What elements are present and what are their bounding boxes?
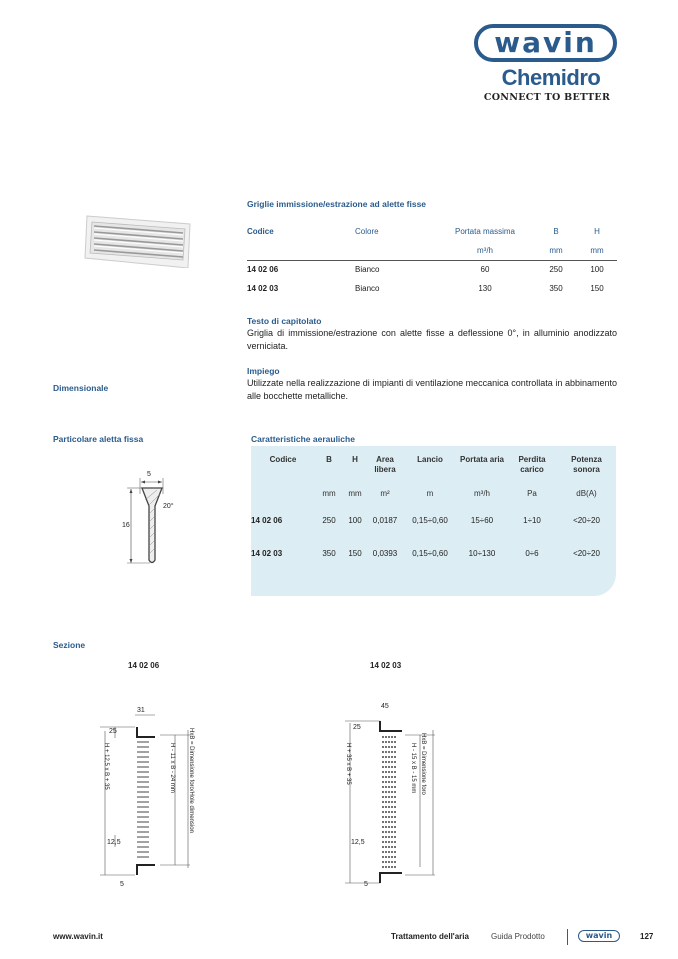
- header-colore: Colore: [355, 227, 379, 236]
- footer-section: Trattamento dell'aria: [391, 932, 469, 941]
- unit-h: mm: [577, 241, 617, 260]
- aer-cell: 0,0393: [372, 549, 398, 558]
- product-table-units: [247, 241, 617, 260]
- section-2-top: 25: [353, 724, 361, 731]
- section-2-outer: H + 35 x B + 35: [345, 743, 351, 785]
- footer-wavin-logo: wavin: [578, 930, 620, 942]
- aer-cell: 0,15÷0,60: [412, 549, 448, 558]
- cell-portata: 130: [478, 284, 492, 293]
- cell-b: 350: [549, 284, 563, 293]
- section-1-note: HxB = Dimensione foro/Hole dimension: [188, 728, 194, 833]
- footer-guide: Guida Prodotto: [491, 932, 545, 941]
- aer-unit: dB(A): [576, 488, 597, 498]
- capitolato-text: Griglia di immissione/estrazione con alette fisse a deflessione 0°, in alluminio anodizzato verniciata.: [247, 328, 617, 351]
- product-table-header: [247, 222, 617, 241]
- aerauliche-table: [251, 446, 616, 570]
- section-2-depth: 45: [381, 703, 389, 710]
- table-row: [251, 504, 616, 537]
- aer-cell-code: 14 02 03: [251, 549, 283, 558]
- aer-cell: 0,0187: [372, 516, 398, 525]
- dimensionale-label: Dimensionale: [53, 383, 109, 393]
- aletta-drawing: [115, 470, 195, 570]
- section-2-code: 14 02 03: [370, 661, 402, 670]
- aer-cell: 1÷10: [523, 516, 541, 525]
- aletta-height: 16: [122, 522, 130, 529]
- header-b: B: [553, 227, 559, 236]
- header-portata: Portata massima: [454, 227, 516, 236]
- section-1-pitch: 12,5: [107, 839, 121, 846]
- aer-header-codice: Codice: [269, 455, 297, 464]
- section-1-depth: 31: [137, 707, 145, 714]
- impiego-title: Impiego: [247, 366, 280, 376]
- table-row: [247, 260, 617, 279]
- aer-unit: mm: [322, 488, 336, 498]
- aletta-angle: 20°: [163, 503, 174, 510]
- section-1-bottom: 5: [120, 881, 124, 888]
- cell-portata: 60: [480, 265, 490, 275]
- aer-cell: <20÷20: [573, 516, 600, 525]
- aer-unit: Pa: [527, 488, 537, 498]
- grille-product-image: [82, 210, 192, 268]
- section-1-code: 14 02 06: [128, 661, 160, 670]
- aer-header-area: Area libera: [374, 455, 396, 474]
- product-table: [247, 222, 617, 298]
- aer-unit: m³/h: [474, 488, 490, 498]
- aer-cell: 0÷6: [525, 549, 539, 558]
- aer-cell: 150: [348, 549, 362, 558]
- impiego-text: Utilizzate nella realizzazione di impianti di ventilazione meccanica controllata in abbinamento alle bocchette metalliche.: [247, 378, 617, 401]
- cell-color: Bianco: [355, 284, 380, 293]
- aer-header-potenza: Potenza sonora: [571, 455, 602, 474]
- footer-website[interactable]: www.wavin.it: [53, 932, 103, 941]
- aer-unit: m²: [380, 488, 390, 498]
- aer-header-h: H: [352, 455, 358, 464]
- aer-unit: m: [426, 488, 434, 498]
- particolare-label: Particolare aletta fissa: [53, 434, 144, 444]
- cell-h: 100: [590, 265, 604, 275]
- aerauliche-panel: [251, 446, 616, 596]
- aer-cell: 250: [322, 516, 336, 525]
- aer-cell: 10÷130: [468, 549, 496, 558]
- aer-unit: mm: [348, 488, 362, 498]
- page-number: 127: [640, 932, 654, 941]
- section-2-drawing: [340, 705, 450, 895]
- aer-cell-code: 14 02 06: [251, 516, 283, 525]
- section-2-bottom: 5: [364, 881, 368, 888]
- cell-code: 14 02 03: [247, 284, 279, 293]
- cell-h: 150: [590, 284, 604, 293]
- capitolato-title: Testo di capitolato: [247, 316, 322, 326]
- footer-divider: [567, 929, 568, 945]
- aer-header-lancio: Lancio: [417, 455, 443, 464]
- cell-color: Bianco: [355, 265, 380, 275]
- aerauliche-header: [251, 446, 616, 482]
- product-title: Griglie immissione/estrazione ad alette fisse: [247, 199, 427, 209]
- section-1-inner: H - 11 x B - 24 mm: [169, 743, 175, 793]
- aer-header-b: B: [326, 455, 332, 464]
- aer-cell: <20÷20: [573, 549, 600, 558]
- unit-portata: m³/h: [435, 241, 535, 260]
- header-codice: Codice: [247, 227, 274, 236]
- aer-cell: 15÷60: [470, 516, 494, 525]
- chemidro-logo: Chemidro: [501, 65, 601, 90]
- cell-b: 250: [549, 265, 563, 275]
- header-h: H: [594, 227, 600, 236]
- section-1-outer: H + 12,5 x B + 35: [103, 743, 109, 790]
- tagline: CONNECT TO BETTER: [483, 92, 611, 103]
- aer-cell: 350: [322, 549, 336, 558]
- wavin-logo: [474, 24, 617, 62]
- aer-header-perdita: Perdita carico: [518, 455, 546, 474]
- cell-code: 14 02 06: [247, 265, 279, 275]
- section-1-top: 25: [109, 728, 117, 735]
- section-2-inner: H - 15 x B - 15 mm: [410, 743, 416, 794]
- unit-b: mm: [535, 241, 577, 260]
- aletta-width: 5: [147, 471, 151, 478]
- wavin-logo-text: wavin: [494, 26, 597, 59]
- aerauliche-units: [251, 482, 616, 504]
- table-row: [251, 537, 616, 570]
- section-2-pitch: 12,5: [351, 839, 365, 846]
- table-row: [247, 279, 617, 298]
- aer-header-portata: Portata aria: [459, 455, 505, 464]
- aer-cell: 100: [348, 516, 362, 525]
- sezione-label: Sezione: [53, 640, 86, 650]
- aer-cell: 0,15÷0,60: [412, 516, 448, 525]
- section-2-note: HxB = Dimensione foro: [420, 733, 426, 795]
- aerauliche-title: Caratteristiche aerauliche: [251, 434, 355, 444]
